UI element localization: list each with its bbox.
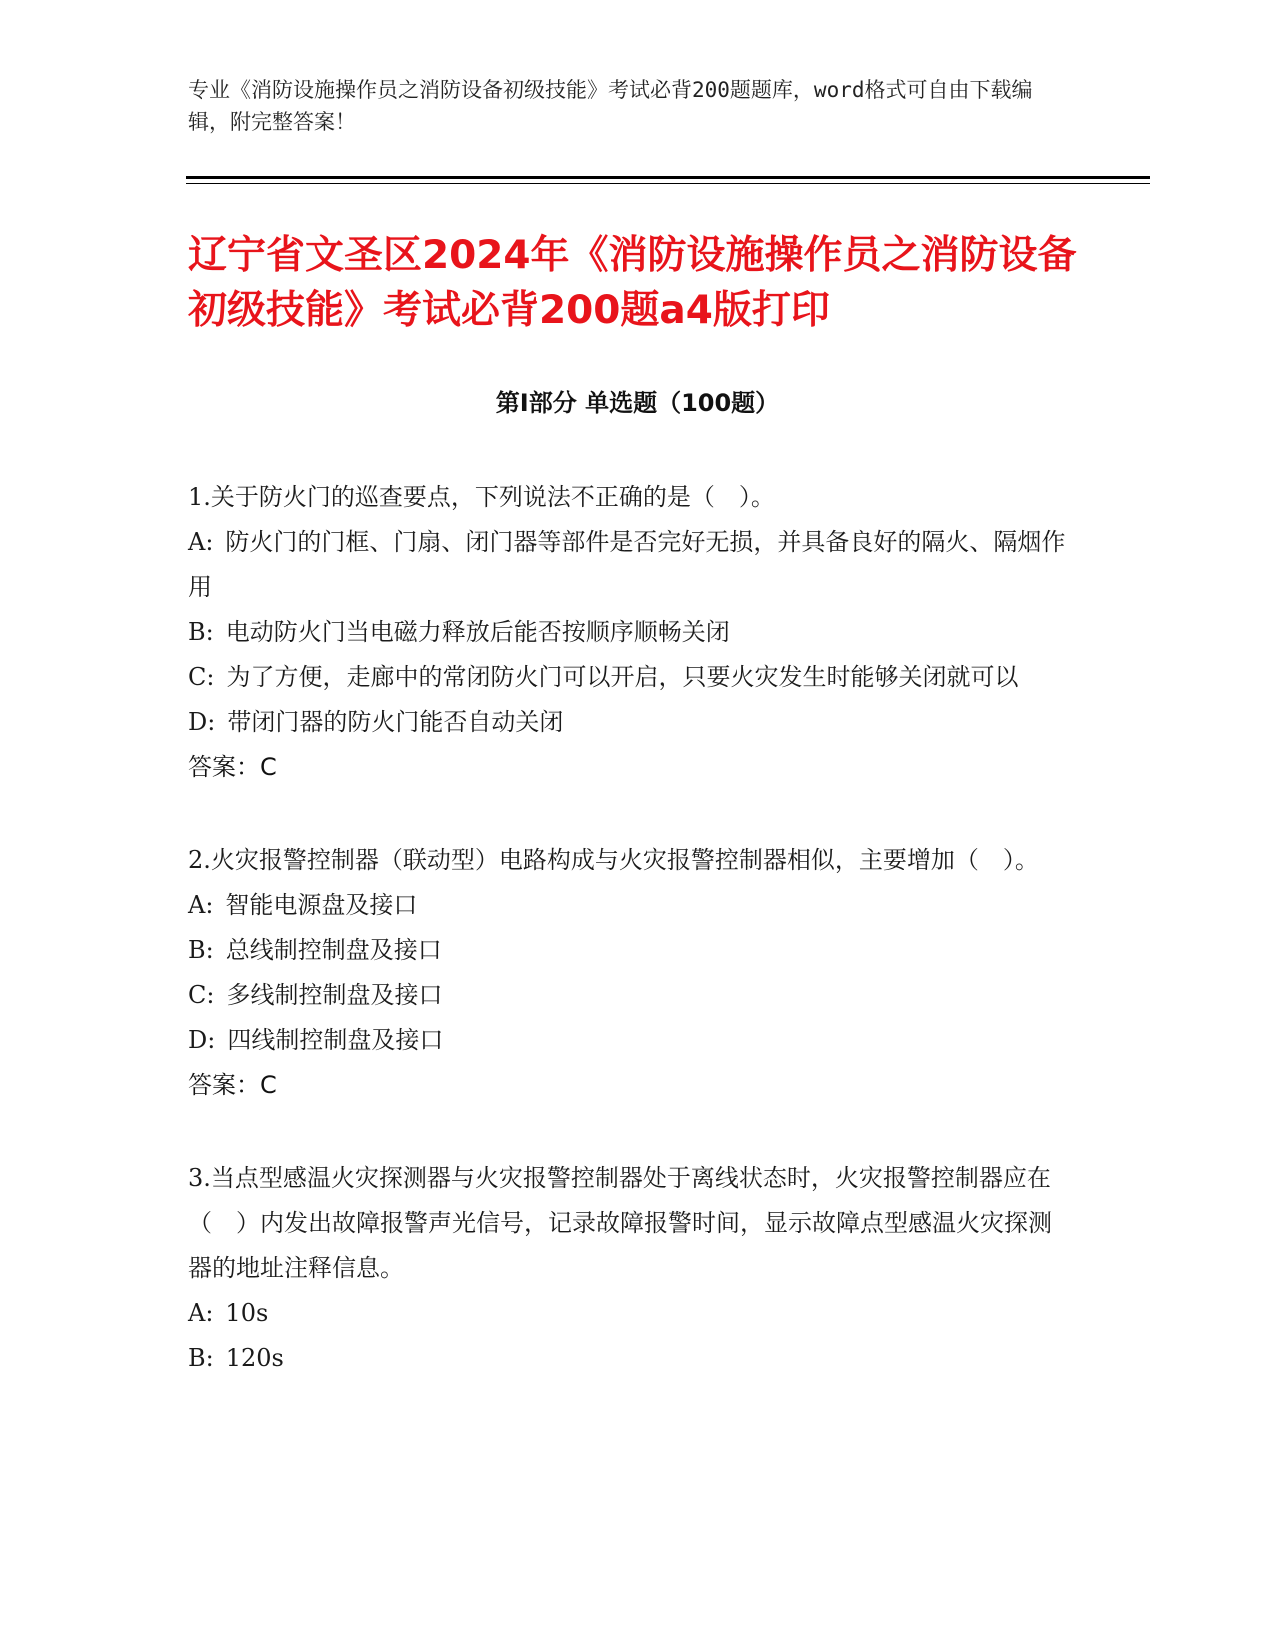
option-a	[188, 1291, 1068, 1336]
option-b	[188, 610, 1068, 655]
header-note: 专业《消防设施操作员之消防设备初级技能》考试必背200题题库，word格式可自由下载编辑，附完整答案！	[188, 78, 1033, 134]
question-3	[188, 1156, 1068, 1381]
question-text: 1.关于防火门的巡查要点，下列说法不正确的是（ ）。	[188, 483, 775, 511]
option-key: A:	[188, 1299, 214, 1327]
option-b	[188, 1336, 1068, 1381]
option-a	[188, 883, 1068, 928]
header-rule-thin	[186, 183, 1150, 184]
option-c	[188, 655, 1068, 700]
option-text: 带闭门器的防火门能否自动关闭	[227, 708, 564, 736]
answer-line: 答案：C	[188, 1071, 277, 1099]
option-text: 智能电源盘及接口	[225, 891, 418, 919]
document-title: 辽宁省文圣区2024年《消防设施操作员之消防设备初级技能》考试必背200题a4版打印	[188, 233, 1077, 333]
option-key: C:	[188, 663, 215, 691]
option-text: 多线制控制盘及接口	[226, 981, 443, 1009]
option-text: 总线制控制盘及接口	[225, 936, 442, 964]
option-text: 10s	[225, 1299, 269, 1327]
option-key: B:	[188, 618, 214, 646]
option-text: 为了方便，走廊中的常闭防火门可以开启，只要火灾发生时能够关闭就可以	[226, 663, 1019, 691]
option-text: 防火门的门框、门扇、闭门器等部件是否完好无损，并具备良好的隔火、隔烟作用	[188, 528, 1066, 601]
option-c	[188, 973, 1068, 1018]
question-list	[188, 475, 1068, 1429]
question-text: 2.火灾报警控制器（联动型）电路构成与火灾报警控制器相似，主要增加（ ）。	[188, 846, 1039, 874]
question-1	[188, 475, 1068, 790]
option-key: C:	[188, 981, 215, 1009]
option-d	[188, 1018, 1068, 1063]
option-key: D:	[188, 708, 216, 736]
option-d	[188, 700, 1068, 745]
option-text: 120s	[225, 1344, 284, 1372]
option-text: 四线制控制盘及接口	[227, 1026, 444, 1054]
question-2	[188, 838, 1068, 1108]
option-text: 电动防火门当电磁力释放后能否按顺序顺畅关闭	[225, 618, 730, 646]
option-a	[188, 520, 1068, 610]
section-title: 第Ⅰ部分 单选题（100题）	[495, 389, 780, 417]
question-text: 3.当点型感温火灾探测器与火灾报警控制器处于离线状态时，火灾报警控制器应在（ ）内发出故障报警声光信号，记录故障报警时间，显示故障点型感温火灾探测器的地址注释信息。	[188, 1164, 1052, 1282]
option-b	[188, 928, 1068, 973]
option-key: B:	[188, 1344, 214, 1372]
option-key: D:	[188, 1026, 216, 1054]
answer-line: 答案：C	[188, 753, 277, 781]
header-rule-thick	[186, 176, 1150, 179]
option-key: A:	[188, 891, 214, 919]
option-key: A:	[188, 528, 214, 556]
option-key: B:	[188, 936, 214, 964]
